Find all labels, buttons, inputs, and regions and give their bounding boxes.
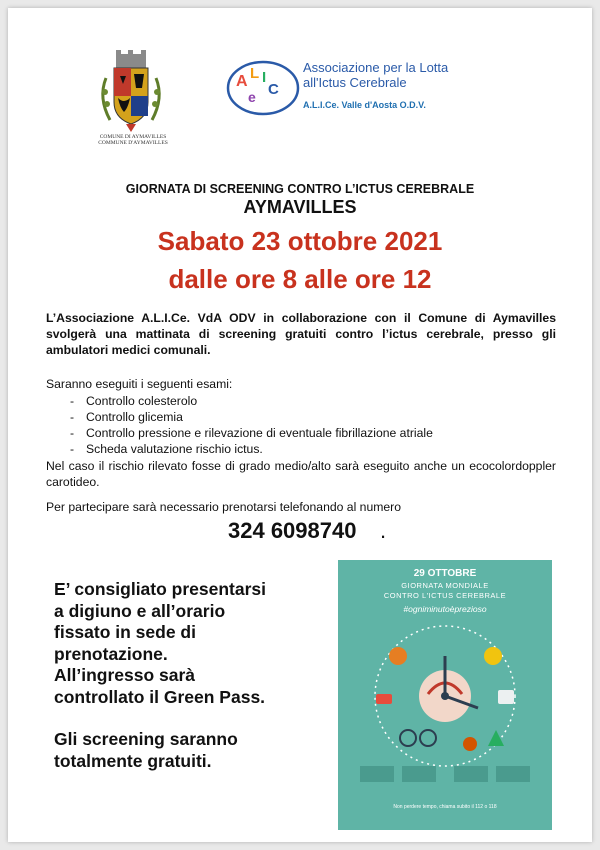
poster-date: 29 OTTOBRE — [413, 568, 477, 579]
advice-line: prenotazione. — [54, 643, 168, 664]
alice-brain-logo-icon — [224, 56, 302, 120]
exam-item: - Controllo pressione e rilevazione di eventuale fibrillazione atriale — [46, 425, 433, 441]
crest-caption-line-2: COMMUNE D'AYMAVILLES — [98, 140, 168, 146]
svg-text:I: I — [262, 69, 267, 86]
event-date: Sabato 23 ottobre 2021 — [157, 226, 443, 256]
advice-line: E’ consigliato presentarsi — [54, 579, 267, 599]
event-location: AYMAVILLES — [243, 197, 357, 217]
phone-number: 324 6098740 — [228, 518, 357, 543]
svg-text:C: C — [268, 81, 279, 98]
poster-bottom-text: Non perdere tempo, chiama subito il 112 o 118 — [393, 804, 497, 810]
association-subtitle: A.L.I.Ce. Valle d'Aosta O.D.V. — [303, 100, 426, 110]
exams-list — [46, 393, 433, 457]
advice-line: Gli screening saranno — [54, 729, 238, 749]
svg-text:e: e — [248, 89, 256, 105]
exam-item: - Controllo glicemia — [46, 409, 433, 425]
poster-title-2: CONTRO L'ICTUS CEREBRALE — [383, 591, 507, 600]
advice-block — [54, 579, 324, 772]
advice-line: All’ingresso sarà — [54, 665, 196, 685]
svg-text:L: L — [250, 65, 260, 82]
poster-hashtag: #ogniminutoèprezioso — [403, 604, 487, 614]
association-name-line-2: all'Ictus Cerebrale — [303, 75, 407, 90]
poster-title-1: GIORNATA MONDIALE — [401, 581, 489, 590]
exams-intro: Saranno eseguiti i seguenti esami: — [46, 377, 233, 391]
risk-note: Nel caso il rischio rilevato fosse di grado medio/alto sarà eseguito anche un ecocolordoppler carotideo. — [46, 459, 556, 489]
world-stroke-day-poster — [338, 560, 552, 830]
aymavilles-crest-icon — [96, 48, 166, 148]
association-name — [303, 60, 448, 90]
advice-line: controllato il Green Pass. — [54, 686, 266, 707]
association-name-line-1: Associazione per la Lotta — [303, 60, 449, 75]
crest-caption-line-1: COMUNE DI AYMAVILLES — [99, 134, 167, 140]
event-time: dalle ore 8 alle ore 12 — [168, 264, 432, 294]
advice-line: fissato in sede di — [54, 622, 196, 642]
exam-item: - Controllo colesterolo — [46, 393, 433, 409]
event-title: GIORNATA DI SCREENING CONTRO L’ICTUS CEREBRALE — [125, 182, 475, 196]
intro-paragraph: L’Associazione A.L.I.Ce. VdA ODV in collaborazione con il Comune di Aymavilles svolgerà una mattinata di screening gratuiti contro l’ictus cerebrale, presso gli ambulatori medici comunali. — [46, 311, 556, 357]
exam-item: - Scheda valutazione rischio ictus. — [46, 441, 433, 457]
advice-line: totalmente gratuiti. — [54, 750, 212, 771]
clock-illustration-icon — [338, 616, 552, 800]
advice-line: a digiuno e all’orario — [54, 600, 226, 621]
svg-text:A: A — [236, 73, 248, 90]
registration-note: Per partecipare sarà necessario prenotarsi telefonando al numero — [46, 500, 401, 514]
crest-caption — [90, 134, 176, 146]
flyer-page — [8, 8, 592, 842]
phone-dot: . — [380, 518, 387, 543]
